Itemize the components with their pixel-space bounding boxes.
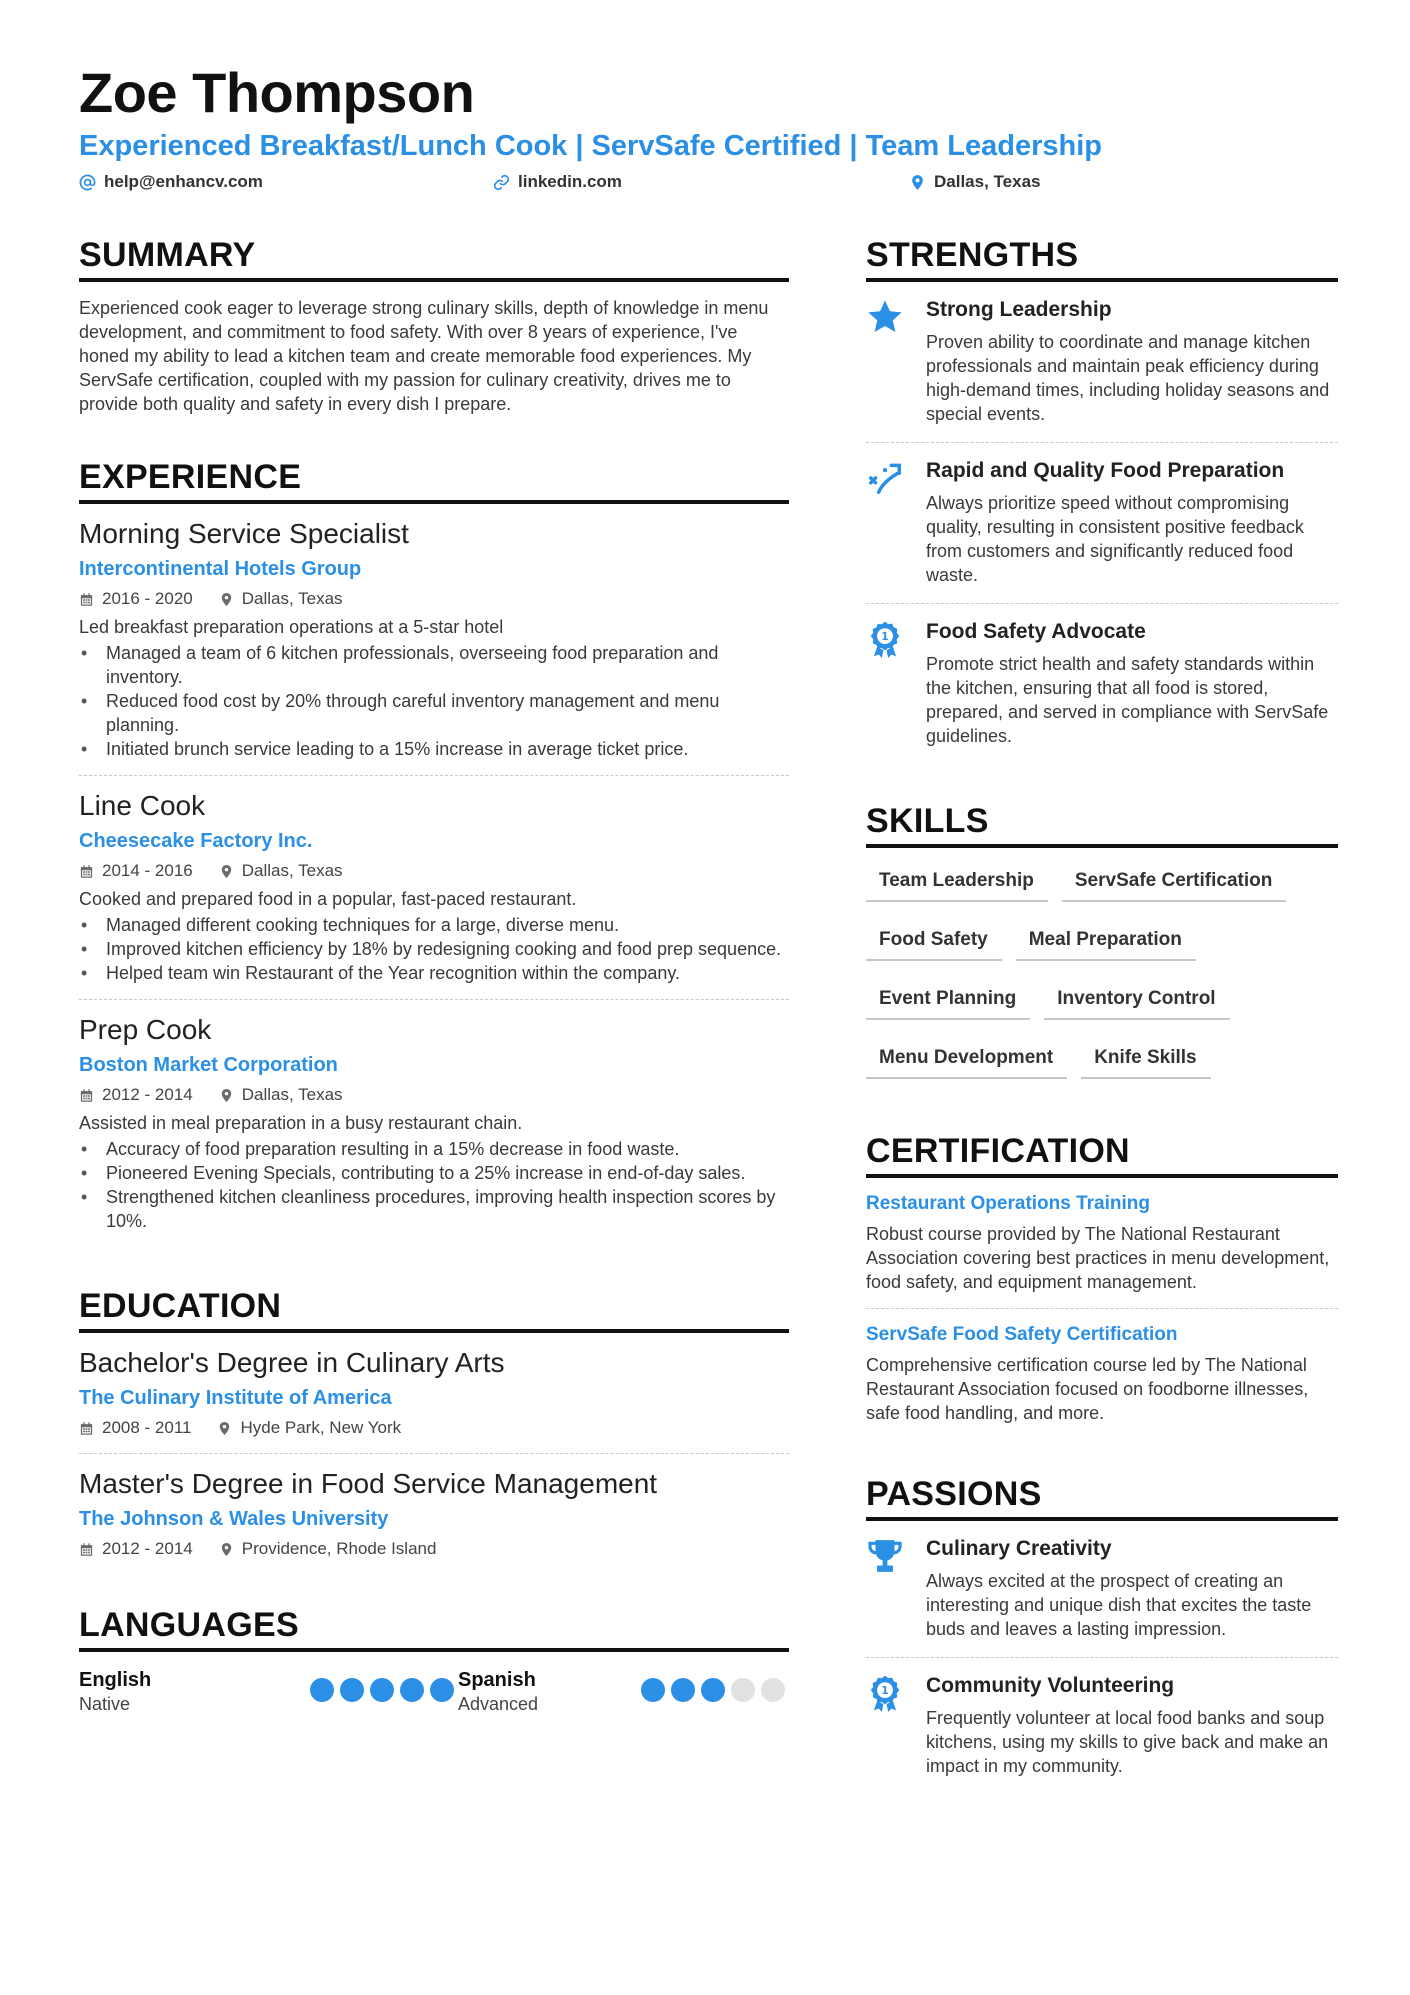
calendar-icon [79, 864, 94, 879]
skill-list [866, 848, 1338, 1102]
section-title: STRENGTHS [866, 236, 1338, 282]
company-name[interactable]: Boston Market Corporation [79, 1054, 338, 1076]
trophy-icon [866, 1537, 904, 1575]
item-title: Rapid and Quality Food Preparation [926, 459, 1285, 482]
achievement-item: • Initiated brunch service leading to a 15% increase in average ticket price. [79, 737, 789, 761]
strengths-section [866, 236, 1338, 764]
company-name[interactable]: Intercontinental Hotels Group [79, 558, 362, 580]
skill-tag: Meal Preparation [1016, 925, 1196, 961]
certification-title[interactable]: ServSafe Food Safety Certification [866, 1324, 1178, 1345]
item-icon [866, 618, 926, 748]
svg-text:1: 1 [881, 1684, 889, 1697]
experience-item [79, 1000, 789, 1247]
item-description: Promote strict health and safety standards within the kitchen, ensuring that all food is stored, prepared, and served in compliance with ServSafe guidelines. [926, 654, 1329, 746]
school-name[interactable]: The Johnson & Wales University [79, 1508, 389, 1530]
section-title: LANGUAGES [79, 1606, 789, 1652]
item-title: Community Volunteering [926, 1674, 1175, 1697]
summary-text: Experienced cook eager to leverage strong culinary skills, depth of knowledge in menu development, and commitment to food safety. With over 8 years of experience, I've honed my ability to lead a kitchen team and create memorable food experiences. My ServSafe certification, coupled with my passion for culinary creativity, drives me to provide both quality and safety in every dish I prepare. [79, 298, 769, 414]
skill-tag: Menu Development [866, 1043, 1067, 1079]
calendar-icon [79, 1421, 94, 1436]
item-icon [866, 1672, 926, 1778]
map-pin-icon [219, 1542, 234, 1557]
calendar-icon [79, 1542, 94, 1557]
company-name[interactable]: Cheesecake Factory Inc. [79, 830, 313, 852]
map-pin-icon [219, 592, 234, 607]
date-range [79, 588, 193, 610]
passion-list [866, 1521, 1338, 1794]
map-pin-icon [219, 592, 234, 607]
link-icon [493, 174, 510, 191]
meta-row [79, 1417, 789, 1439]
calendar-icon [79, 592, 94, 607]
candidate-headline: Experienced Breakfast/Lunch Cook | ServSafe Certified | Team Leadership [79, 130, 1102, 162]
school-name[interactable]: The Culinary Institute of America [79, 1387, 392, 1409]
award-ribbon-icon [866, 1674, 904, 1712]
meta-row [79, 860, 789, 882]
achievement-item: • Managed a team of 6 kitchen professionals, overseeing food preparation and inventory. [79, 641, 789, 689]
job-location [219, 1538, 437, 1560]
meta-row [79, 1538, 789, 1560]
job-title: Morning Service Specialist [79, 518, 409, 549]
skill-tag: Knife Skills [1081, 1043, 1210, 1079]
education-item [79, 1333, 789, 1454]
language-info [79, 1668, 151, 1716]
achievement-item: • Managed different cooking techniques for a large, diverse menu. [79, 913, 789, 937]
map-pin-icon [219, 1088, 234, 1103]
section-title: EDUCATION [79, 1287, 789, 1333]
right-column [866, 236, 1338, 1794]
achievement-item: • Reduced food cost by 20% through careful inventory management and menu planning. [79, 689, 789, 737]
skill-tag: Inventory Control [1044, 984, 1229, 1020]
calendar-icon [79, 1421, 94, 1436]
date-text: 2012 - 2014 [102, 1085, 193, 1104]
award-ribbon-icon [866, 620, 904, 658]
item-description: Proven ability to coordinate and manage kitchen professionals and maintain peak efficiency during high-demand times, including holiday seasons and special events. [926, 332, 1330, 424]
section-title: EXPERIENCE [79, 458, 789, 504]
item-body [926, 1535, 1338, 1641]
proficiency-dot [701, 1678, 725, 1702]
job-description: Assisted in meal preparation in a busy restaurant chain. [79, 1113, 523, 1133]
location-text: Hyde Park, New York [240, 1418, 402, 1437]
location-text: Dallas, Texas [241, 1085, 343, 1104]
strength-item [866, 443, 1338, 604]
proficiency-dot [641, 1678, 665, 1702]
certification-list [866, 1178, 1338, 1439]
item-body [926, 618, 1338, 748]
proficiency-dot [310, 1678, 334, 1702]
language-name: English [79, 1669, 152, 1691]
item-title: Strong Leadership [926, 298, 1112, 321]
certification-section [866, 1132, 1338, 1439]
proficiency-dot [761, 1678, 785, 1702]
skills-section [866, 802, 1338, 1102]
languages-section [79, 1606, 789, 1716]
skill-tag: ServSafe Certification [1062, 866, 1286, 902]
language-item [458, 1668, 789, 1716]
location-text: Providence, Rhode Island [241, 1539, 437, 1558]
strength-item [866, 604, 1338, 764]
meta-row [79, 1084, 789, 1106]
section-title: PASSIONS [866, 1475, 1338, 1521]
map-pin-icon [217, 1421, 232, 1436]
proficiency-dot [370, 1678, 394, 1702]
achievement-item: • Strengthened kitchen cleanliness procedures, improving health inspection scores by 10%. [79, 1185, 789, 1233]
passion-item [866, 1521, 1338, 1658]
item-icon [866, 1535, 926, 1641]
map-pin-icon [219, 1542, 234, 1557]
education-list [79, 1333, 789, 1574]
strategy-icon [866, 459, 904, 497]
job-description: Cooked and prepared food in a popular, fast-paced restaurant. [79, 889, 577, 909]
calendar-icon [79, 592, 94, 607]
date-text: 2008 - 2011 [102, 1418, 192, 1437]
section-title: SUMMARY [79, 236, 789, 282]
star-icon [866, 298, 904, 336]
svg-text:1: 1 [881, 630, 889, 643]
skill-tag: Event Planning [866, 984, 1030, 1020]
section-title: CERTIFICATION [866, 1132, 1338, 1178]
job-location [219, 1084, 343, 1106]
map-pin-icon [909, 174, 926, 191]
left-column [79, 236, 789, 1716]
map-pin-icon [219, 864, 234, 879]
achievement-item: • Improved kitchen efficiency by 18% by redesigning cooking and food prep sequence. [79, 937, 789, 961]
experience-list [79, 504, 789, 1247]
contact-location [909, 172, 1040, 192]
job-location [217, 1417, 401, 1439]
language-level: Native [79, 1694, 131, 1714]
certification-title[interactable]: Restaurant Operations Training [866, 1193, 1150, 1214]
proficiency-dot [430, 1678, 454, 1702]
job-title: Line Cook [79, 790, 206, 821]
education-section [79, 1287, 789, 1574]
achievement-list [79, 1137, 789, 1233]
candidate-name: Zoe Thompson [79, 61, 475, 124]
proficiency-dot [400, 1678, 424, 1702]
proficiency-dot [340, 1678, 364, 1702]
language-item [79, 1668, 458, 1716]
item-body [926, 457, 1338, 587]
degree-title: Bachelor's Degree in Culinary Arts [79, 1347, 505, 1378]
job-location [219, 860, 343, 882]
date-text: 2012 - 2014 [102, 1539, 193, 1558]
language-info [458, 1668, 538, 1716]
at-sign-icon [79, 174, 96, 191]
language-list [79, 1652, 789, 1716]
skill-tag: Food Safety [866, 925, 1002, 961]
item-body [926, 1672, 1338, 1778]
date-range [79, 860, 193, 882]
strategy-icon [866, 459, 904, 497]
map-pin-icon [219, 864, 234, 879]
star-icon [866, 298, 904, 336]
proficiency-dots [310, 1668, 454, 1716]
passion-item [866, 1658, 1338, 1794]
award-ribbon-icon [866, 1674, 904, 1712]
strength-item [866, 282, 1338, 443]
education-item [79, 1454, 789, 1574]
section-title: SKILLS [866, 802, 1338, 848]
proficiency-dots [641, 1668, 785, 1716]
job-title: Prep Cook [79, 1014, 212, 1045]
location-text: Dallas, Texas [241, 589, 343, 608]
contact-email[interactable] [79, 172, 263, 192]
calendar-icon [79, 1088, 94, 1103]
calendar-icon [79, 864, 94, 879]
achievement-item: • Pioneered Evening Specials, contributing to a 25% increase in end-of-day sales. [79, 1161, 789, 1185]
item-icon [866, 296, 926, 426]
item-icon [866, 457, 926, 587]
map-pin-icon [217, 1421, 232, 1436]
date-text: 2014 - 2016 [102, 861, 193, 880]
contact-linkedin[interactable] [493, 172, 622, 192]
experience-item [79, 504, 789, 776]
achievement-item: • Accuracy of food preparation resulting in a 15% decrease in food waste. [79, 1137, 789, 1161]
meta-row [79, 588, 789, 610]
summary-section [79, 236, 789, 416]
location-text: Dallas, Texas [241, 861, 343, 880]
language-level: Advanced [458, 1694, 539, 1714]
proficiency-dot [731, 1678, 755, 1702]
award-ribbon-icon [866, 620, 904, 658]
skill-tag: Team Leadership [866, 866, 1048, 902]
date-range [79, 1538, 193, 1560]
location-text: Dallas, Texas [934, 172, 1041, 191]
job-location [219, 588, 343, 610]
item-title: Food Safety Advocate [926, 620, 1146, 643]
certification-description: Comprehensive certification course led by The National Restaurant Association focused on foodborne illnesses, safe food handling, and more. [866, 1355, 1309, 1423]
degree-title: Master's Degree in Food Service Management [79, 1468, 658, 1499]
email-text: help@enhancv.com [104, 172, 263, 191]
item-title: Culinary Creativity [926, 1537, 1112, 1560]
experience-section [79, 458, 789, 1247]
trophy-icon [866, 1537, 904, 1575]
language-name: Spanish [458, 1669, 536, 1691]
linkedin-text: linkedin.com [518, 172, 622, 191]
item-body [926, 296, 1338, 426]
proficiency-dot [671, 1678, 695, 1702]
calendar-icon [79, 1088, 94, 1103]
map-pin-icon [219, 1088, 234, 1103]
calendar-icon [79, 1542, 94, 1557]
item-description: Always excited at the prospect of creating an interesting and unique dish that excites the taste buds and leaves a lasting impression. [926, 1571, 1312, 1639]
passions-section [866, 1475, 1338, 1794]
certification-item [866, 1178, 1338, 1309]
achievement-item: • Helped team win Restaurant of the Year recognition within the company. [79, 961, 789, 985]
item-description: Frequently volunteer at local food banks and soup kitchens, using my skills to give back and make an impact in my community. [926, 1708, 1329, 1776]
certification-item [866, 1309, 1338, 1439]
date-text: 2016 - 2020 [102, 589, 193, 608]
date-range [79, 1417, 191, 1439]
item-description: Always prioritize speed without compromising quality, resulting in consistent positive feedback from customers and significantly reduced food waste. [926, 493, 1304, 585]
certification-description: Robust course provided by The National Restaurant Association covering best practices in menu development, food safety, and equipment management. [866, 1224, 1330, 1292]
strength-list [866, 282, 1338, 764]
achievement-list [79, 913, 789, 985]
date-range [79, 1084, 193, 1106]
achievement-list [79, 641, 789, 761]
experience-item [79, 776, 789, 1000]
job-description: Led breakfast preparation operations at a 5-star hotel [79, 617, 504, 637]
